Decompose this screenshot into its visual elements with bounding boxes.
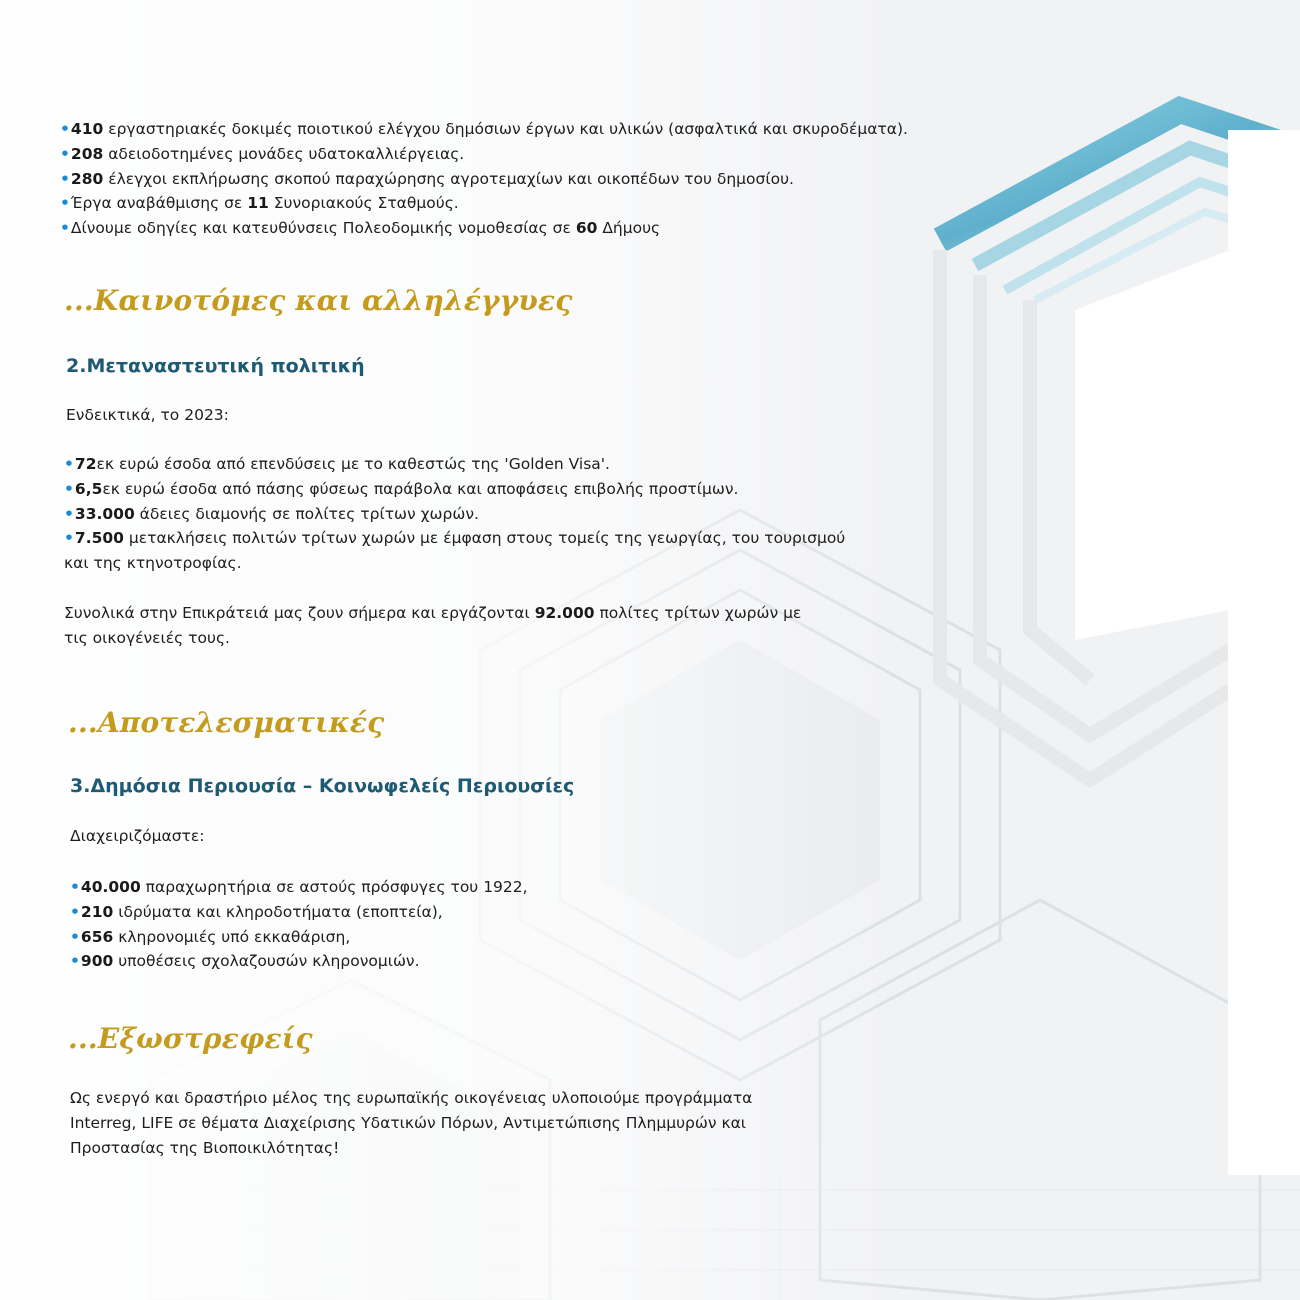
stat-text: αδειοδοτημένες μονάδες υδατοκαλλιέργειας. [103, 144, 465, 163]
bullet-icon: • [70, 902, 80, 921]
stat-number: 33.000 [74, 504, 135, 523]
list-item [64, 526, 854, 576]
stat-text: Δήμους [597, 219, 661, 238]
section-title-migration: 2.Μεταναστευτική πολιτική [66, 355, 365, 377]
stat-number: 92.000 [534, 604, 595, 622]
stat-text: κληρονομιές υπό εκκαθάριση, [113, 927, 351, 946]
stat-number: 7.500 [74, 529, 124, 548]
stat-number: 6,5 [74, 479, 103, 498]
stat-number: 60 [575, 219, 598, 238]
section-intro: Διαχειριζόμαστε: [70, 827, 205, 845]
stat-number: 40.000 [80, 878, 141, 896]
bullet-icon: • [70, 952, 80, 971]
list-item [60, 142, 908, 167]
stat-text: εκ ευρώ έσοδα από πάσης φύσεως παράβολα και αποφάσεις επιβολής προστίμων. [102, 479, 739, 498]
stat-number: 72 [74, 455, 97, 473]
stat-text: υποθέσεις σχολαζουσών κληρονομιών. [113, 952, 420, 971]
section-title-public-property: 3.Δημόσια Περιουσία – Κοινωφελείς Περιουσίες [70, 775, 575, 797]
bullet-icon: • [60, 120, 70, 138]
heading-outward: ...Εξωστρεφείς [68, 1022, 313, 1055]
stat-text: μετακλήσεις πολιτών τρίτων χωρών με έμφαση στους τομείς της γεωργίας, του τουρισμού και της κτηνοτροφίας. [64, 529, 846, 573]
heading-innovative: ...Καινοτόμες και αλληλέγγυες [64, 284, 573, 317]
bullet-icon: • [60, 194, 70, 213]
summary-text: Συνολικά στην Επικράτειά μας ζουν σήμερα και εργάζονται [64, 604, 535, 622]
property-stats-list [70, 875, 528, 974]
public-works-stats-list [60, 117, 908, 241]
list-item [64, 477, 854, 502]
stat-text: Συνοριακούς Σταθμούς. [268, 194, 459, 213]
bullet-icon: • [64, 529, 74, 548]
migration-summary [64, 601, 824, 651]
list-item [70, 900, 528, 925]
stat-number: 656 [80, 927, 114, 946]
stat-number: 280 [70, 169, 104, 188]
list-item [70, 875, 528, 900]
list-item [64, 502, 854, 527]
stat-text: έλεγχοι εκπλήρωσης σκοπού παραχώρησης αγροτεμαχίων και οικοπέδων του δημοσίου. [103, 169, 794, 188]
stat-text: παραχωρητήρια σε αστούς πρόσφυγες του 1922, [140, 878, 528, 896]
eu-programs-paragraph: Ως ενεργό και δραστήριο μέλος της ευρωπαϊκής οικογένειας υλοποιούμε προγράμματα Interreg, LIFE σε θέματα Διαχείρισης Υδατικών Πόρων, Αντιμετώπισης Πλημμυρών και Προστασίας της Βιοποικιλότητας! [70, 1089, 753, 1157]
bullet-icon: • [70, 878, 80, 896]
stat-number: 11 [247, 194, 269, 213]
stat-text: Δίνουμε οδηγίες και κατευθύνσεις Πολεοδομικής νομοθεσίας σε [70, 219, 576, 238]
stat-number: 208 [70, 144, 104, 163]
list-item [60, 167, 908, 192]
migration-stats-list [64, 452, 854, 576]
list-item [64, 452, 854, 477]
heading-effective: ...Αποτελεσματικές [68, 706, 385, 739]
stat-text: άδειες διαμονής σε πολίτες τρίτων χωρών. [134, 504, 479, 523]
stat-text: εκ ευρώ έσοδα από επενδύσεις με το καθεστώς της 'Golden Visa'. [96, 455, 610, 473]
stat-text: ιδρύματα και κληροδοτήματα (εποπτεία), [113, 902, 443, 921]
bullet-icon: • [64, 504, 74, 523]
stat-number: 210 [80, 902, 114, 921]
list-item [60, 117, 908, 142]
bullet-icon: • [60, 219, 70, 238]
stat-number: 410 [70, 120, 104, 138]
bullet-icon: • [60, 144, 70, 163]
stat-text: Έργα αναβάθμισης σε [70, 194, 248, 213]
stat-text: εργαστηριακές δοκιμές ποιοτικού ελέγχου δημόσιων έργων και υλικών (ασφαλτικά και σκυροδέματα). [103, 120, 908, 138]
bullet-icon: • [64, 479, 74, 498]
list-item [60, 191, 908, 216]
list-item [70, 925, 528, 950]
bullet-icon: • [70, 927, 80, 946]
bullet-icon: • [64, 455, 74, 473]
summary-text: πολίτες τρίτων χωρών με τις οικογένειές τους. [64, 604, 802, 647]
list-item [70, 949, 528, 974]
stat-number: 900 [80, 952, 114, 971]
list-item [60, 216, 908, 241]
bullet-icon: • [60, 169, 70, 188]
section-intro: Ενδεικτικά, το 2023: [66, 406, 229, 424]
